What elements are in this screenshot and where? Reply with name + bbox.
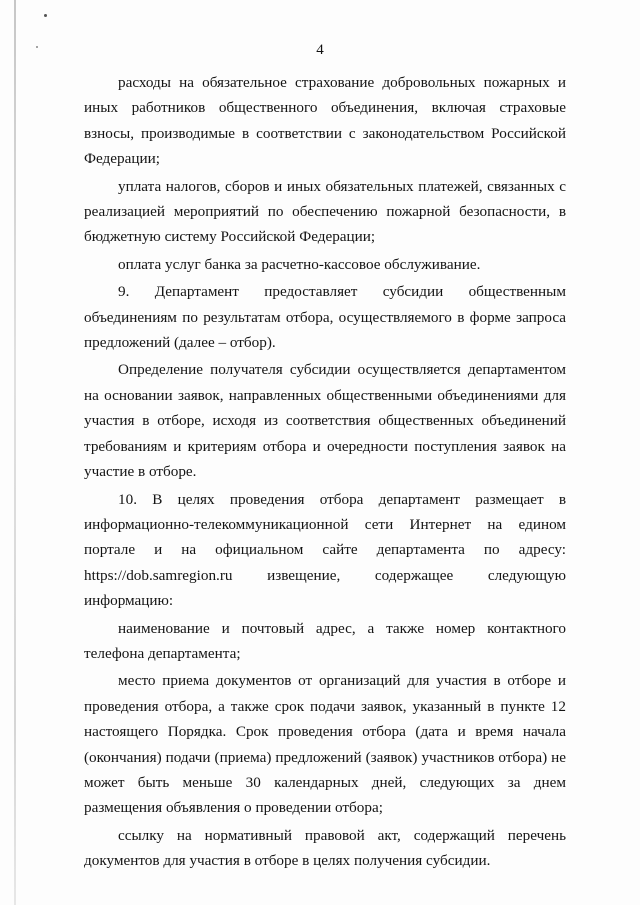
paragraph-place-and-term: место приема документов от организаций для участия в отборе и проведения отбора, а также срок подачи заявок, указанный в пункте 12 настоящего Порядка. Срок проведения отбора (дата и время начала (окончания) подачи (приема) предложений (заявок) участников отбора) не может быть меньше 30 календарных дней, следующих за днем размещения объявления о проведении отбора; [84, 672, 566, 817]
paragraph-insurance-expenses: расходы на обязательное страхование добровольных пожарных и иных работников общественного объединения, включая страховые взносы, производимые в соответствии с законодательством Российской Федерации; [84, 74, 566, 168]
page-number: 4 [316, 42, 324, 58]
paragraph-taxes-payment: уплата налогов, сборов и иных обязательных платежей, связанных с реализацией мероприятий по обеспечению пожарной безопасности, в бюджетную систему Российской Федерации; [84, 177, 566, 246]
paragraph-item-9: 9. Департамент предоставляет субсидии общественным объединениям по результатам отбора, осуществляемого в форме запроса предложений (далее – отбор). [84, 283, 566, 352]
document-body [84, 70, 566, 876]
paragraph-name-address: наименование и почтовый адрес, а также номер контактного телефона департамента; [84, 619, 566, 662]
paragraph-item-10: 10. В целях проведения отбора департамент размещает в информационно-телекоммуникационной сети Интернет на едином портале и на официальном сайте департамента по адресу: https://dob.samregion.ru извещение, содержащее следующую информацию: [84, 490, 566, 610]
paragraph-recipient-determination: Определение получателя субсидии осуществляется департаментом на основании заявок, направленных общественными объединениями для участия в отборе, исходя из соответствия общественных объединений требованиям и критериям отбора и очередности поступления заявок на участие в отборе. [84, 361, 566, 481]
scan-edge-shadow [14, 0, 16, 905]
paragraph-legal-act-link: ссылку на нормативный правовой акт, содержащий перечень документов для участия в отборе в целях получения субсидии. [84, 826, 566, 870]
paragraph-bank-services: оплата услуг банка за расчетно-кассовое обслуживание. [118, 255, 481, 273]
scan-speck [44, 14, 47, 17]
